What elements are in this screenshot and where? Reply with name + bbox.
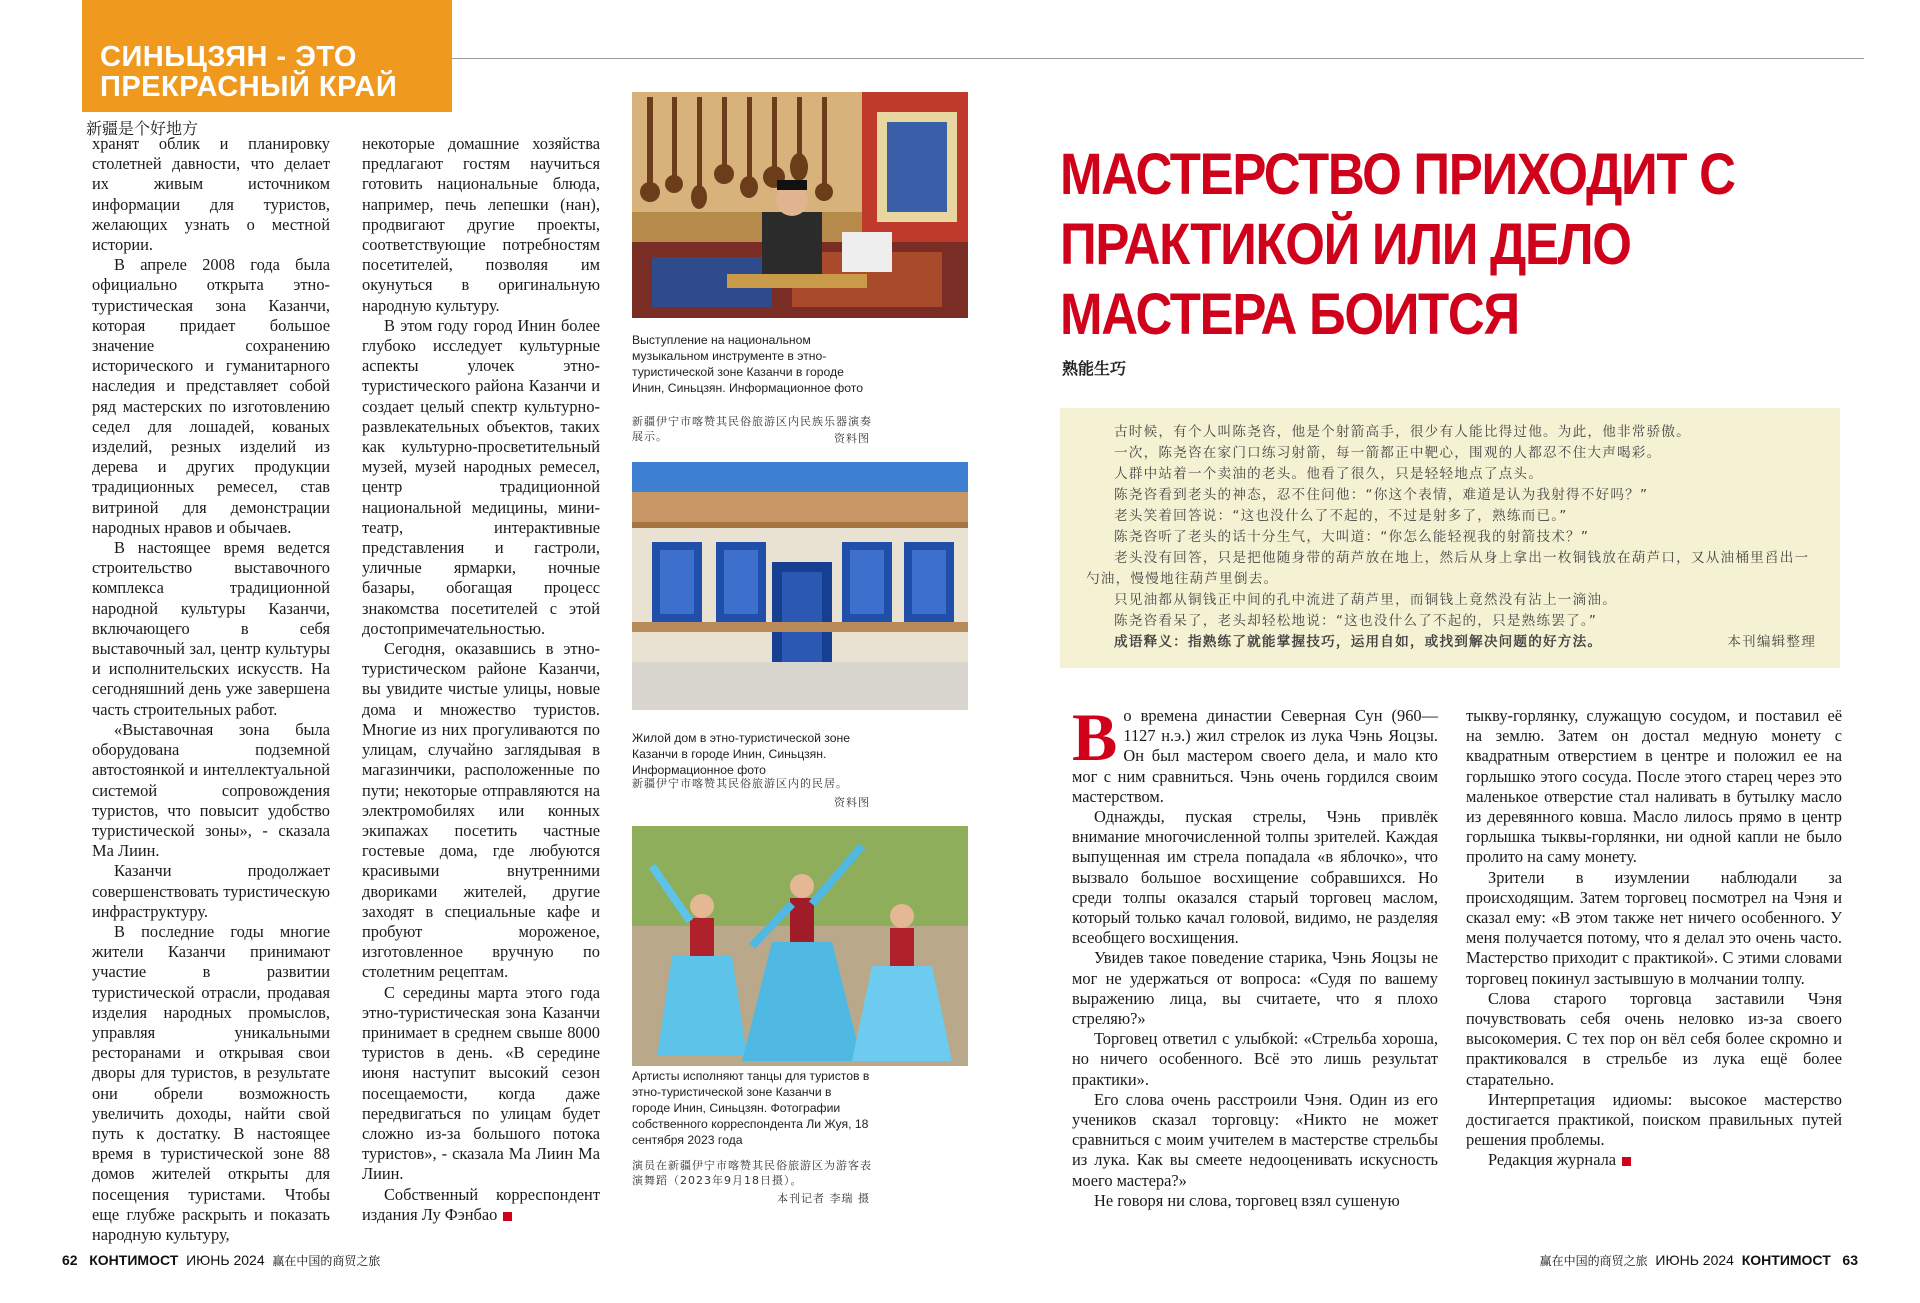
photo-caption-2: Жилой дом в этно-туристической зоне Казанчи в городе Инин, Синьцзян. Информационное фото (632, 731, 851, 777)
article-column-1 (1072, 699, 1438, 1211)
house-photo-illustration (632, 462, 968, 710)
byline-text: Собственный корреспондент издания Лу Фэнбао (362, 1184, 600, 1224)
paragraph: В этом году город Инин более глубоко исследует культурные аспекты улочек этно-туристического района Казанчи и создает целый спектр культурно-развлекательных объектов, таких как культурно-просветительный музей, музей народных ремесел, центр традиционной национальной медицины, мини-театр, интерактивные представления и гастроли, уличные ярмарки, ночные базары, обогащая процесс знакомства посетителей с этой достопримечательностью. (362, 315, 600, 638)
paragraph: Однажды, пуская стрелы, Чэнь привлёк внимание многочисленной толпы зрителей. Каждая выпущенная им стрела попадала «в яблочко», что вызвало большое восхищение собравшихся. Но среди толпы оказался старый торговец маслом, который только качал головой, видимо, не разделяя всеобщего восхищения. (1072, 807, 1438, 948)
story-line: 陈尧咨看呆了，老头却轻松地说：“这也没什么了不起的，只是熟练罢了。” (1114, 613, 1598, 629)
section-title-line1: СИНЬЦЗЯН - ЭТО (100, 41, 357, 73)
section-header (82, 0, 452, 112)
photo-musician (632, 92, 968, 318)
end-mark-icon (1622, 1157, 1631, 1166)
byline (362, 1185, 600, 1225)
paragraph: В последние годы многие жители Казанчи принимают участие в развитии туристической отрасли, продавая изделия народных промыслов, управляя уникальными ресторанами и открывая свои дворы для туристов, в результате они обрели возможность увеличить доходы, найти свой путь к достатку. В настоящее время в туристической зоне 88 домов жителей открыты для посещения туристами. Чтобы еще глубже раскрыть и показать народную культуру, (92, 921, 330, 1244)
signature (1466, 1150, 1842, 1170)
photo-caption-zh-2: 新疆伊宁市喀赞其民俗旅游区内的民居。 (632, 777, 848, 790)
photo-caption-1: Выступление на национальном музыкальном инструменте в этно-туристической зоне Казанчи в городе Инин, Синьцзян. Информационное фото (632, 333, 863, 395)
paragraph: «Выставочная зона была оборудована подземной автостоянкой и интеллектуальной системой сопровождения туристов, что повысит удобство туристической зоны», - сказала Ма Лиин. (92, 719, 330, 861)
section-subtitle-zh: 新疆是个好地方 (86, 119, 199, 138)
page-number-left: 62 (62, 1252, 78, 1268)
paragraph: В апреле 2008 года была официально открыта этно-туристическая зона Казанчи, которая придает большое значение сохранению исторического и гуманитарного наследия и представляет собой ряд мастерских по изготовлению седел для лошадей, кованых изделий, резных изделий из дерева и других продукции традиционных ремесел, став витриной для демонстрации народных нравов и обычаев. (92, 255, 330, 537)
paragraph: Слова старого торговца заставили Чэня почувствовать себя очень неловко из-за своего высокомерия. С тех пор он вёл себя более скромно и практиковался в стрельбе из лука ещё более старательно. (1466, 988, 1842, 1089)
paragraph: Казанчи продолжает совершенствовать туристическую инфраструктуру. (92, 861, 330, 921)
top-rule (452, 58, 1864, 59)
story-line: 人群中站着一个卖油的老头。他看了很久，只是轻轻地点了点头。 (1114, 466, 1544, 482)
story-line: 古时候，有个人叫陈尧咨，他是个射箭高手，很少有人能比得过他。为此，他非常骄傲。 (1114, 424, 1691, 440)
photo-credit-3: 本刊记者 李瑞 摄 (777, 1192, 870, 1205)
box-source: 本刊编辑整理 (1727, 634, 1816, 650)
photo-caption-3: Артисты исполняют танцы для туристов в этно-туристической зоне Казанчи в городе Инин, Синьцзян. Фотографии собственного корреспондента Ли Жуя, 18 сентября 2023 года (632, 1069, 870, 1147)
paragraph (1072, 699, 1438, 807)
paragraph: Интерпретация идиомы: высокое мастерство достигается практикой, поиском правильных путей решения проблемы. (1466, 1089, 1842, 1150)
photo-credit-1: 资料图 (834, 432, 870, 445)
drop-cap: В (1072, 699, 1118, 775)
magazine-brand-left: КОНТИМОСТ (89, 1252, 179, 1268)
photo-credit-2: 资料图 (834, 796, 870, 809)
footer-right (1540, 1252, 1858, 1269)
photo-house (632, 462, 968, 710)
story-line: 一次，陈尧咨在家门口练习射箭，每一箭都正中靶心，围观的人都忍不住大声喝彩。 (1114, 445, 1662, 461)
story-line: 陈尧咨听了老头的话十分生气，大叫道：“你怎么能轻视我的射箭技术？” (1114, 529, 1590, 545)
dancers-photo-illustration (632, 826, 968, 1066)
article-column-2 (1466, 706, 1842, 1171)
magazine-brand-right: КОНТИМОСТ (1741, 1252, 1831, 1268)
slogan-left: 赢在中国的商贸之旅 (272, 1254, 381, 1268)
left-column-2 (362, 134, 600, 1225)
issue-date-left: ИЮНЬ 2024 (186, 1252, 265, 1268)
paragraph: Торговец ответил с улыбкой: «Стрельба хороша, но ничего особенного. Всё это лишь результат практики». (1072, 1029, 1438, 1089)
photo-caption-zh-3: 演员在新疆伊宁市喀赞其民俗旅游区为游客表演舞蹈（2023年9月18日摄）。 (632, 1159, 872, 1187)
end-mark-icon (503, 1212, 512, 1221)
paragraph: Увидев такое поведение старика, Чэнь Яоцзы не мог не удержаться от вопроса: «Судя по вашему выражению лица, вы считаете, что я плохо стреляю?» (1072, 948, 1438, 1029)
paragraph-text: о времена династии Северная Сун (960—1127 н.э.) жил стрелок из лука Чэнь Яоцзы. Он был мастером своего дела, и мало кто мог с ним сравниться. Чэнь очень гордился своим мастерством. (1072, 706, 1438, 806)
article-headline-zh: 熟能生巧 (1062, 359, 1127, 378)
paragraph: С середины марта этого года этно-туристическая зона Казанчи принимает в среднем свыше 8000 туристов в день. «В середине июня наступит высокий сезон посещаемости, когда даже передвигаться по улицам будет сложно из-за большого потока туристов», - сказала Ма Лиин Ма Лиин. (362, 982, 600, 1184)
article-headline: МАСТЕРСТВО ПРИХОДИТ С ПРАКТИКОЙ ИЛИ ДЕЛО МАСТЕРА БОИТСЯ (1060, 142, 1735, 347)
story-line: 陈尧咨看到老头的神态，忍不住问他：“你这个表情，难道是认为我射得不好吗？” (1114, 487, 1649, 503)
story-line: 老头没有回答，只是把他随身带的葫芦放在地上，然后从身上拿出一枚铜钱放在葫芦口，又从油桶里舀出一勺油，慢慢地往葫芦里倒去。 (1086, 550, 1810, 587)
page-number-right: 63 (1842, 1252, 1858, 1268)
idiom-meaning-text: 成语释义：指熟练了就能掌握技巧，运用自如，或找到解决问题的好方法。 (1114, 634, 1603, 650)
idiom-meaning (1086, 632, 1816, 653)
chinese-story-box (1060, 408, 1840, 668)
paragraph: В настоящее время ведется строительство выставочного комплекса традиционной народной культуры Казанчи, включающего в себя выставочный зал, центр культуры и исполнительских искусств. На сегодняшний день уже завершена часть строительных работ. (92, 538, 330, 719)
footer-left (62, 1252, 380, 1269)
story-line: 老头笑着回答说：“这也没什么了不起的，不过是射多了，熟练而已。” (1114, 508, 1568, 524)
photo-dancers (632, 826, 968, 1066)
paragraph: тыкву-горлянку, служащую сосудом, и поставил её на землю. Затем он достал медную монету с квадратным отверстием в центре и положил ее на горлышко этого сосуда. После этого старец через это маленькое отверстие стал наливать в бутылку масло из деревянного ковша. Масло лилось прямо в центр горлышка тыквы-горлянки, ни одной капли не было пролито на саму монету. (1466, 706, 1842, 867)
paragraph: Зрители в изумлении наблюдали за происходящим. Затем торговец посмотрел на Чэня и сказал ему: «В этом также нет ничего особенного. У меня получается потому, что я делал это очень часто. Мастерство приходит с практикой». С этими словами торговец покинул застывшую в молчании толпу. (1466, 867, 1842, 988)
left-column-1 (92, 134, 330, 1245)
story-line: 只见油都从铜钱正中间的孔中流进了葫芦里，而铜钱上竟然没有沾上一滴油。 (1114, 592, 1617, 608)
musician-photo-illustration (632, 92, 968, 318)
paragraph: Его слова очень расстроили Чэня. Один из его учеников сказал торговцу: «Никто не может сравниться с моим учителем в мастерстве стрельбы из лука. Как вы смеете недооценивать искусность моего мастера?» (1072, 1089, 1438, 1190)
paragraph: Сегодня, оказавшись в этно-туристическом районе Казанчи, вы увидите чистые улицы, новые дома и множество туристов. Многие из них прогуливаются по улицам, случайно заглядывая в магазинчики, расположенные по пути; некоторые отправляются на электромобилях или конных экипажах посетить частные гостевые дома, где любуются красивыми внутренними двориками жителей, другие заходят в специальные кафе и пробуют мороженое, изготовленное вручную по столетним рецептам. (362, 639, 600, 982)
signature-text: Редакция журнала (1488, 1150, 1617, 1170)
paragraph: хранят облик и планировку столетней давности, что делает их живым источником информации для туристов, желающих узнать о местной истории. (92, 134, 330, 255)
issue-date-right: ИЮНЬ 2024 (1655, 1252, 1734, 1268)
paragraph: некоторые домашние хозяйства предлагают гостям научиться готовить национальные блюда, например, печь лепешки (нан), продвигают другие проекты, соответствующие потребностям посетителей, позволяя им окунуться в оригинальную народную культуру. (362, 134, 600, 315)
paragraph: Не говоря ни слова, торговец взял сушеную (1094, 1190, 1400, 1210)
slogan-right: 赢在中国的商贸之旅 (1539, 1254, 1648, 1268)
photo-caption-zh-1: 新疆伊宁市喀赞其民俗旅游区内民族乐器演奏展示。 (632, 415, 872, 443)
section-title-line2: ПРЕКРАСНЫЙ КРАЙ (100, 71, 398, 103)
